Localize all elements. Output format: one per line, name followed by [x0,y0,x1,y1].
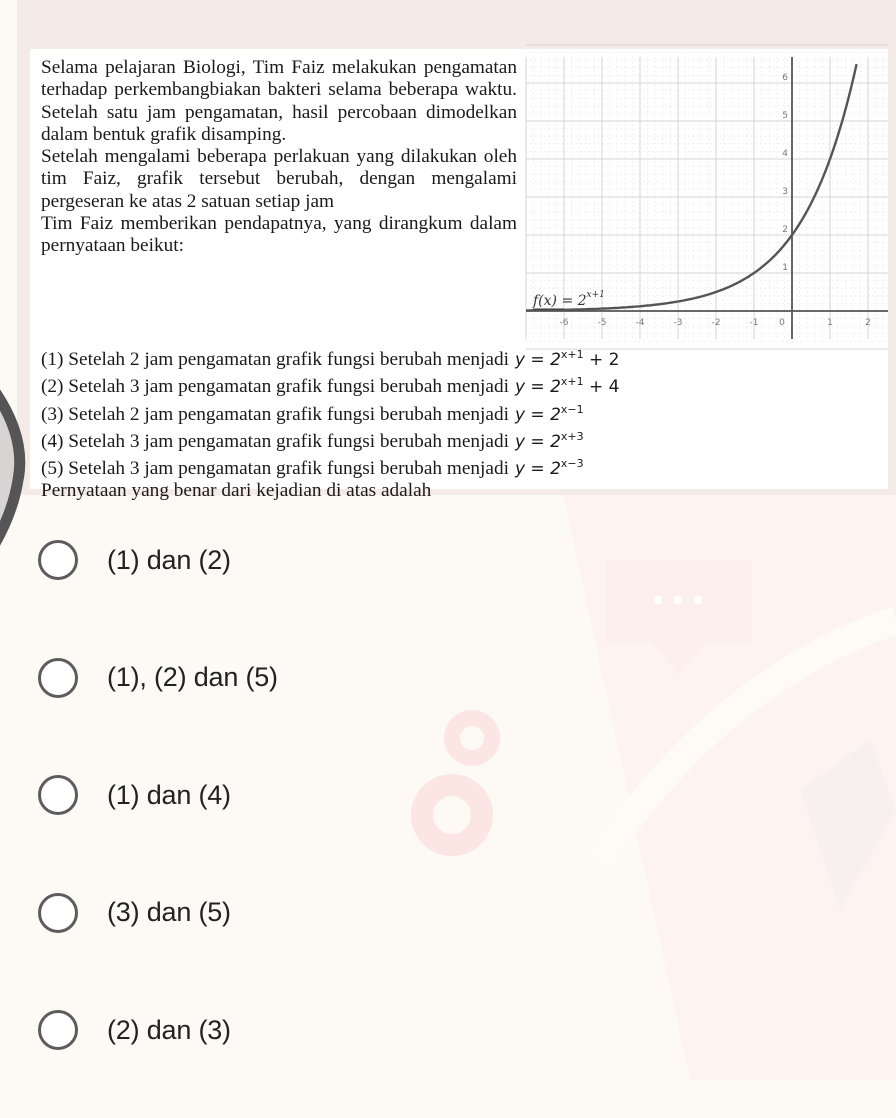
question-paragraph-2: Setelah mengalami beberapa perlakuan yang dilakukan oleh tim Faiz, grafik tersebut berubah, dengan mengalami pergeseran ke atas 2 satuan setiap jam [41,146,517,212]
svg-text:2: 2 [865,318,871,328]
option-label-d: (3) dan (5) [107,897,231,927]
statement-4: (4) Setelah 3 jam pengamatan grafik fungsi berubah menjadi $y = 2^{x+3}$ [41,429,584,452]
svg-text:2: 2 [782,225,788,235]
radio-button-e[interactable] [38,1010,78,1050]
statement-3: (3) Setelah 2 jam pengamatan grafik fungsi berubah menjadi $y = 2^{x-1}$ [41,402,584,425]
question-paragraph-1: Selama pelajaran Biologi, Tim Faiz melakukan pengamatan terhadap perkembangbiakan bakteri selama beberapa waktu. Setelah satu jam pengamatan, hasil percobaan dimodelkan dalam bentuk grafik disamping. [41,57,517,145]
option-a[interactable] [38,530,538,590]
option-c[interactable] [38,765,538,825]
option-label-b: (1), (2) dan (5) [107,662,278,692]
radio-button-a[interactable] [38,540,78,580]
option-b[interactable] [38,648,538,708]
svg-text:1: 1 [827,318,833,328]
svg-text:-4: -4 [635,318,645,328]
statement-2: (2) Setelah 3 jam pengamatan grafik fungsi berubah menjadi $y = 2^{x+1} + 4$ [41,375,620,398]
svg-text:0: 0 [779,318,785,328]
statement-1: (1) Setelah 2 jam pengamatan grafik fungsi berubah menjadi $y = 2^{x+1} + 2$ [41,348,620,370]
answer-options [38,530,538,1118]
svg-text:3: 3 [782,187,788,197]
svg-text:5: 5 [782,111,788,121]
svg-text:-5: -5 [597,318,607,328]
svg-text:-2: -2 [711,318,721,328]
question-intro [41,57,517,258]
statement-list [41,344,761,490]
option-label-e: (2) dan (3) [107,1014,231,1045]
function-label: $f(x) = 2^{x+1}$ [533,290,605,309]
svg-text:-3: -3 [673,318,683,328]
option-e[interactable] [38,1000,538,1060]
svg-text:6: 6 [782,73,788,83]
left-edge-decoration [0,330,30,590]
option-d[interactable] [38,883,538,943]
radio-button-d[interactable] [38,893,78,933]
question-prompt-cutoff [41,480,761,490]
exponential-graph [526,49,888,339]
option-label-c: (1) dan (4) [107,779,231,810]
svg-text:-1: -1 [749,318,759,328]
svg-text:-6: -6 [559,318,569,328]
question-card [30,49,888,489]
radio-button-c[interactable] [38,775,78,815]
svg-text:1: 1 [782,263,788,273]
radio-button-b[interactable] [38,658,78,698]
statement-5: (5) Setelah 3 jam pengamatan grafik fungsi berubah menjadi $y = 2^{x-3}$ [41,457,584,480]
question-paragraph-3: Tim Faiz memberikan pendapatnya, yang dirangkum dalam pernyataan beikut: [41,213,517,257]
svg-text:4: 4 [782,149,788,159]
option-label-a: (1) dan (2) [107,544,231,575]
